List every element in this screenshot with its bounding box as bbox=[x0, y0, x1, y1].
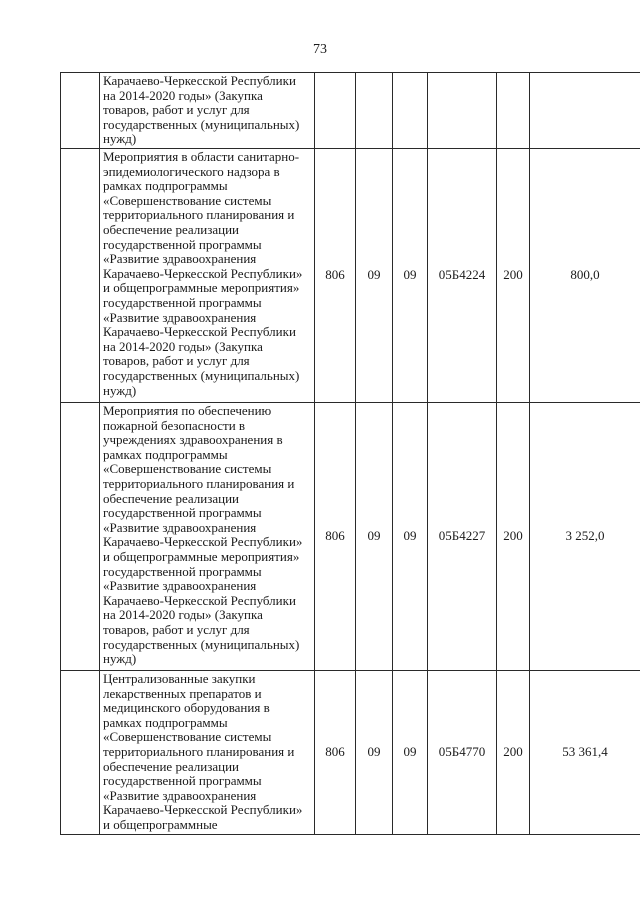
amount-cell: 53 361,4 bbox=[530, 671, 640, 835]
ministry-code-cell bbox=[315, 73, 356, 149]
ministry-code-cell: 806 bbox=[315, 149, 356, 403]
item-name-cell: Карачаево-Черкесской Республики на 2014-2020 годы» (Закупка товаров, работ и услуг для государственных (муниципальных) нужд) bbox=[100, 73, 315, 149]
table-row bbox=[61, 403, 640, 671]
amount-cell: 3 252,0 bbox=[530, 403, 640, 671]
item-name-cell: Централизованные закупки лекарственных препаратов и медицинского оборудования в рамках подпрограммы «Совершенствование системы территориального планирования и обеспечение реализации государственной программы «Развитие здравоохранения Карачаево-Черкесской Республики» и общепрограммные bbox=[100, 671, 315, 835]
article-code-cell bbox=[428, 73, 497, 149]
ministry-code-cell: 806 bbox=[315, 403, 356, 671]
subsection-code-cell: 09 bbox=[393, 671, 428, 835]
section-code-cell bbox=[356, 73, 393, 149]
subsection-code-cell: 09 bbox=[393, 149, 428, 403]
expense-type-cell: 200 bbox=[497, 403, 530, 671]
expense-type-cell bbox=[497, 73, 530, 149]
table-row bbox=[61, 671, 640, 835]
section-code-cell: 09 bbox=[356, 671, 393, 835]
amount-cell: 800,0 bbox=[530, 149, 640, 403]
page-number: 73 bbox=[313, 42, 327, 57]
row-number-cell bbox=[61, 671, 100, 835]
table-row bbox=[61, 149, 640, 403]
section-code-cell: 09 bbox=[356, 403, 393, 671]
ministry-code-cell: 806 bbox=[315, 671, 356, 835]
budget-table bbox=[60, 72, 640, 835]
row-number-cell bbox=[61, 73, 100, 149]
row-number-cell bbox=[61, 149, 100, 403]
item-name-cell: Мероприятия в области санитарно-эпидемиологического надзора в рамках подпрограммы «Совершенствование системы территориального планирования и обеспечение реализации государственной программы «Развитие здравоохранения Карачаево-Черкесской Республики» и общепрограммные мероприятия» государственной программы «Развитие здравоохранения Карачаево-Черкесской Республики на 2014-2020 годы» (Закупка товаров, работ и услуг для государственных (муниципальных) нужд) bbox=[100, 149, 315, 403]
section-code-cell: 09 bbox=[356, 149, 393, 403]
table-row bbox=[61, 73, 640, 149]
subsection-code-cell bbox=[393, 73, 428, 149]
expense-type-cell: 200 bbox=[497, 671, 530, 835]
row-number-cell bbox=[61, 403, 100, 671]
item-name-cell: Мероприятия по обеспечению пожарной безопасности в учреждениях здравоохранения в рамках подпрограммы «Совершенствование системы территориального планирования и обеспечение реализации государственной программы «Развитие здравоохранения Карачаево-Черкесской Республики» и общепрограммные мероприятия» государственной программы «Развитие здравоохранения Карачаево-Черкесской Республики на 2014-2020 годы» (Закупка товаров, работ и услуг для государственных (муниципальных) нужд) bbox=[100, 403, 315, 671]
article-code-cell: 05Б4227 bbox=[428, 403, 497, 671]
subsection-code-cell: 09 bbox=[393, 403, 428, 671]
article-code-cell: 05Б4224 bbox=[428, 149, 497, 403]
article-code-cell: 05Б4770 bbox=[428, 671, 497, 835]
amount-cell bbox=[530, 73, 640, 149]
expense-type-cell: 200 bbox=[497, 149, 530, 403]
